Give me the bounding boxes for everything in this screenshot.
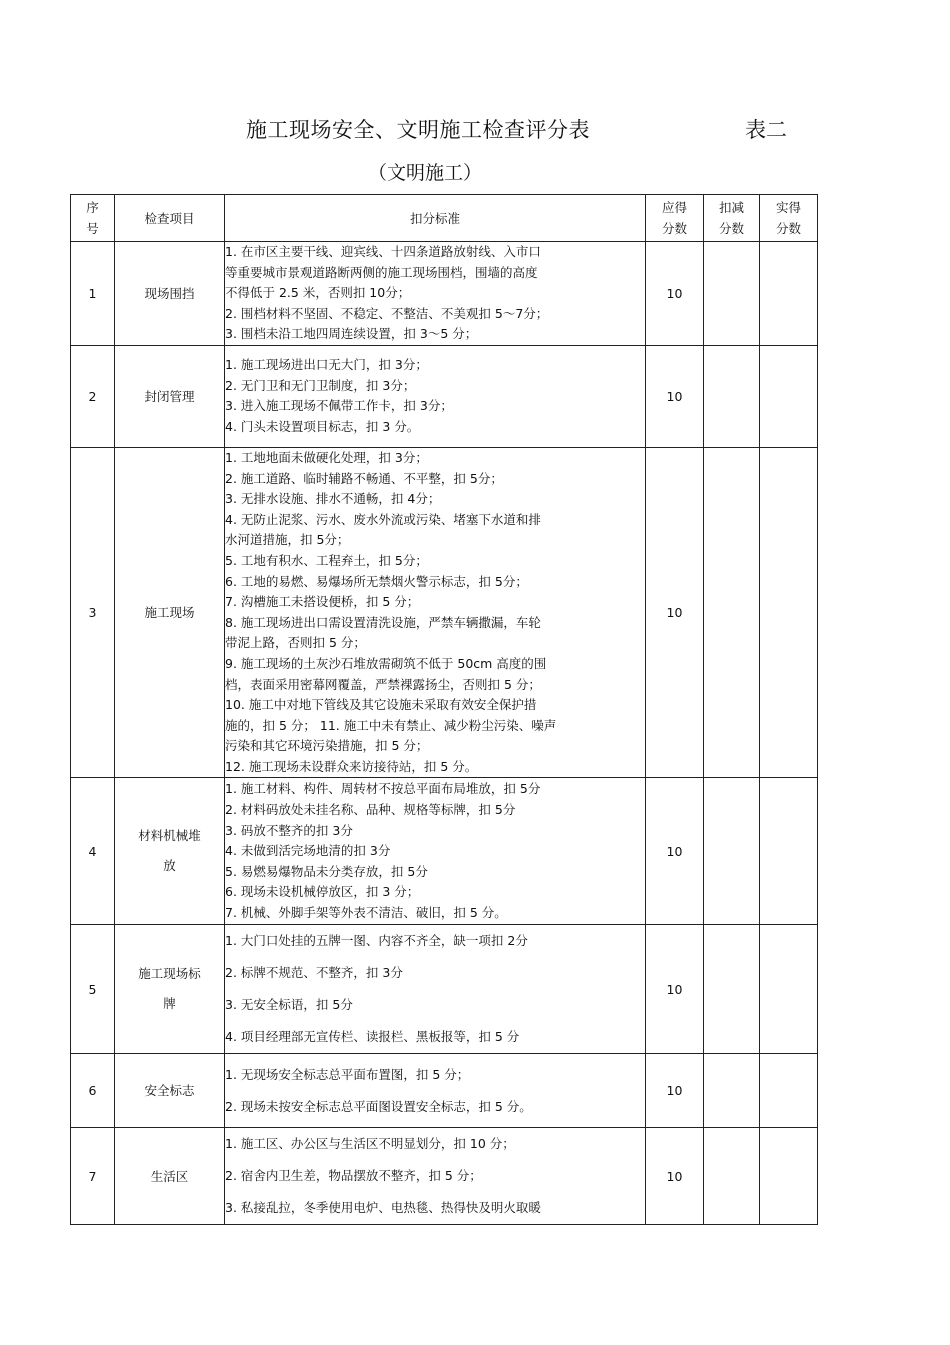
criteria-line: 4. 无防止泥浆、污水、废水外流或污染、堵塞下水道和排 [225,511,541,527]
check-item-text: 施工现场标 [138,966,201,982]
deducted-score-cell[interactable] [704,925,760,1054]
deducted-score-cell[interactable] [704,447,760,778]
col-deduct-header: 扣减 分数 [704,195,760,242]
deducted-score-cell[interactable] [704,1128,760,1225]
actual-score-cell[interactable] [760,925,818,1054]
due-score: 10 [646,778,704,925]
form-title: 施工现场安全、文明施工检查评分表 [246,118,590,142]
actual-score-cell[interactable] [760,447,818,778]
criteria-line: 1. 无现场安全标志总平面布置图，扣 5 分； [225,1066,470,1082]
check-item [115,1128,225,1225]
criteria-line: 水河道措施，扣 5分； [225,532,350,548]
criteria-line: 4. 门头未设置项目标志，扣 3 分。 [225,419,420,435]
form-subtitle: （文明施工） [368,162,483,184]
table-row [71,778,818,925]
criteria-line: 6. 工地的易燃、易爆场所无禁烟火警示标志，扣 5分； [225,573,528,589]
deducted-score-cell[interactable] [704,345,760,447]
deduction-criteria [225,925,646,1054]
due-score: 10 [646,925,704,1054]
deduction-criteria [225,1128,646,1225]
actual-score-cell[interactable] [760,1128,818,1225]
row-number: 5 [71,925,115,1054]
actual-score-cell[interactable] [760,242,818,346]
criteria-line: 7. 沟槽施工未搭设便桥，扣 5 分； [225,594,420,610]
criteria-line: 2. 材料码放处未挂名称、品种、规格等标牌，扣 5分 [225,801,516,817]
check-item [115,242,225,346]
row-number: 6 [71,1054,115,1128]
col-actual-header: 实得 分数 [760,195,818,242]
header-row [71,195,818,242]
check-item-text: 材料机械堆 [138,828,201,844]
table-row [71,1128,818,1225]
col-due-header: 应得 分数 [646,195,704,242]
deducted-score-cell[interactable] [704,242,760,346]
criteria-line: 4. 未做到活完场地清的扣 3分 [225,843,391,859]
deducted-score-cell[interactable] [704,1054,760,1128]
check-item [115,447,225,778]
col-item-header: 检查项目 [115,195,225,242]
criteria-line: 4. 项目经理部无宣传栏、读报栏、黑板报等，扣 5 分 [225,1029,520,1045]
row-number: 4 [71,778,115,925]
criteria-line: 1. 工地地面未做硬化处理，扣 3分； [225,449,428,465]
check-item-text: 牌 [163,996,176,1012]
criteria-line: 3. 私接乱拉，冬季使用电炉、电热毯、热得快及明火取暖 [225,1200,541,1216]
criteria-line: 等重要城市景观道路断两侧的施工现场围档，围墙的高度 [225,264,538,280]
check-item [115,1054,225,1128]
criteria-line: 不得低于 2.5 米，否则扣 10分； [225,285,411,301]
deduction-criteria [225,778,646,925]
criteria-line: 2. 现场未按安全标志总平面图设置安全标志，扣 5 分。 [225,1098,532,1114]
criteria-line: 8. 施工现场进出口需设置清洗设施，严禁车辆撒漏，车轮 [225,614,541,630]
criteria-line: 施的，扣 5 分； 11. 施工中未有禁止、减少粉尘污染、噪声 [225,717,557,733]
deduction-criteria [225,447,646,778]
due-score: 10 [646,1128,704,1225]
check-item-text: 封闭管理 [144,388,195,404]
criteria-line: 带泥上路，否则扣 5 分； [225,635,366,651]
table-row [71,925,818,1054]
actual-score-cell[interactable] [760,345,818,447]
due-score: 10 [646,242,704,346]
check-item-text: 施工现场 [144,605,195,621]
criteria-line: 9. 施工现场的土灰沙石堆放需砌筑不低于 50cm 高度的围 [225,655,547,671]
criteria-line: 3. 无排水设施、排水不通畅，扣 4分； [225,491,441,507]
check-item-text: 安全标志 [144,1083,195,1099]
check-item-text: 放 [163,858,176,874]
row-number: 2 [71,345,115,447]
row-number: 3 [71,447,115,778]
criteria-line: 1. 施工现场进出口无大门，扣 3分； [225,357,428,373]
criteria-line: 7. 机械、外脚手架等外表不清洁、破旧，扣 5 分。 [225,904,507,920]
table-row [71,1054,818,1128]
criteria-line: 5. 工地有积水、工程弃土，扣 5分； [225,552,428,568]
due-score: 10 [646,345,704,447]
criteria-line: 2. 宿舍内卫生差，物品摆放不整齐，扣 5 分； [225,1168,482,1184]
actual-score-cell[interactable] [760,778,818,925]
deduction-criteria [225,242,646,346]
criteria-line: 档，表面采用密幕网覆盖，严禁裸露扬尘，否则扣 5 分； [225,676,541,692]
due-score: 10 [646,1054,704,1128]
deduction-criteria [225,1054,646,1128]
col-criteria-header: 扣分标准 [225,195,646,242]
criteria-line: 1. 在市区主要干线、迎宾线、十四条道路放射线、入市口 [225,244,541,259]
criteria-line: 1. 大门口处挂的五牌一图、内容不齐全，缺一项扣 2分 [225,933,528,949]
table-number: 表二 [745,118,787,142]
col-no-header: 序 号 [71,195,115,242]
check-item-text: 生活区 [150,1168,189,1184]
criteria-line: 5. 易燃易爆物品未分类存放，扣 5分 [225,863,428,879]
deducted-score-cell[interactable] [704,778,760,925]
check-item [115,345,225,447]
row-number: 7 [71,1128,115,1225]
row-number: 1 [71,242,115,346]
criteria-line: 2. 围档材料不坚固、不稳定、不整洁、不美观扣 5～7分； [225,305,549,321]
criteria-line: 2. 施工道路、临时辅路不畅通、不平整，扣 5分； [225,470,503,486]
check-item [115,925,225,1054]
criteria-line: 12. 施工现场未设群众来访接待站，扣 5 分。 [225,758,478,774]
criteria-line: 10. 施工中对地下管线及其它设施未采取有效安全保护措 [225,697,537,713]
criteria-line: 3. 围档未沿工地四周连续设置，扣 3～5 分； [225,326,478,342]
deduction-criteria [225,345,646,447]
criteria-line: 污染和其它环境污染措施，扣 5 分； [225,738,429,754]
actual-score-cell[interactable] [760,1054,818,1128]
table-row [71,447,818,778]
check-item [115,778,225,925]
due-score: 10 [646,447,704,778]
criteria-line: 1. 施工区、办公区与生活区不明显划分，扣 10 分； [225,1136,515,1152]
score-table [70,194,818,1225]
table-row [71,242,818,346]
score-table-body [71,242,818,1225]
table-row [71,345,818,447]
criteria-line: 2. 无门卫和无门卫制度，扣 3分； [225,377,416,393]
criteria-line: 6. 现场未设机械停放区，扣 3 分； [225,884,420,900]
criteria-line: 3. 进入施工现场不佩带工作卡，扣 3分； [225,398,453,414]
criteria-line: 1. 施工材料、构件、周转材不按总平面布局堆放，扣 5分 [225,781,541,797]
criteria-line: 3. 码放不整齐的扣 3分 [225,822,353,838]
criteria-line: 2. 标牌不规范、不整齐，扣 3分 [225,965,403,981]
check-item-text: 现场围挡 [144,285,195,301]
criteria-line: 3. 无安全标语，扣 5分 [225,997,353,1013]
